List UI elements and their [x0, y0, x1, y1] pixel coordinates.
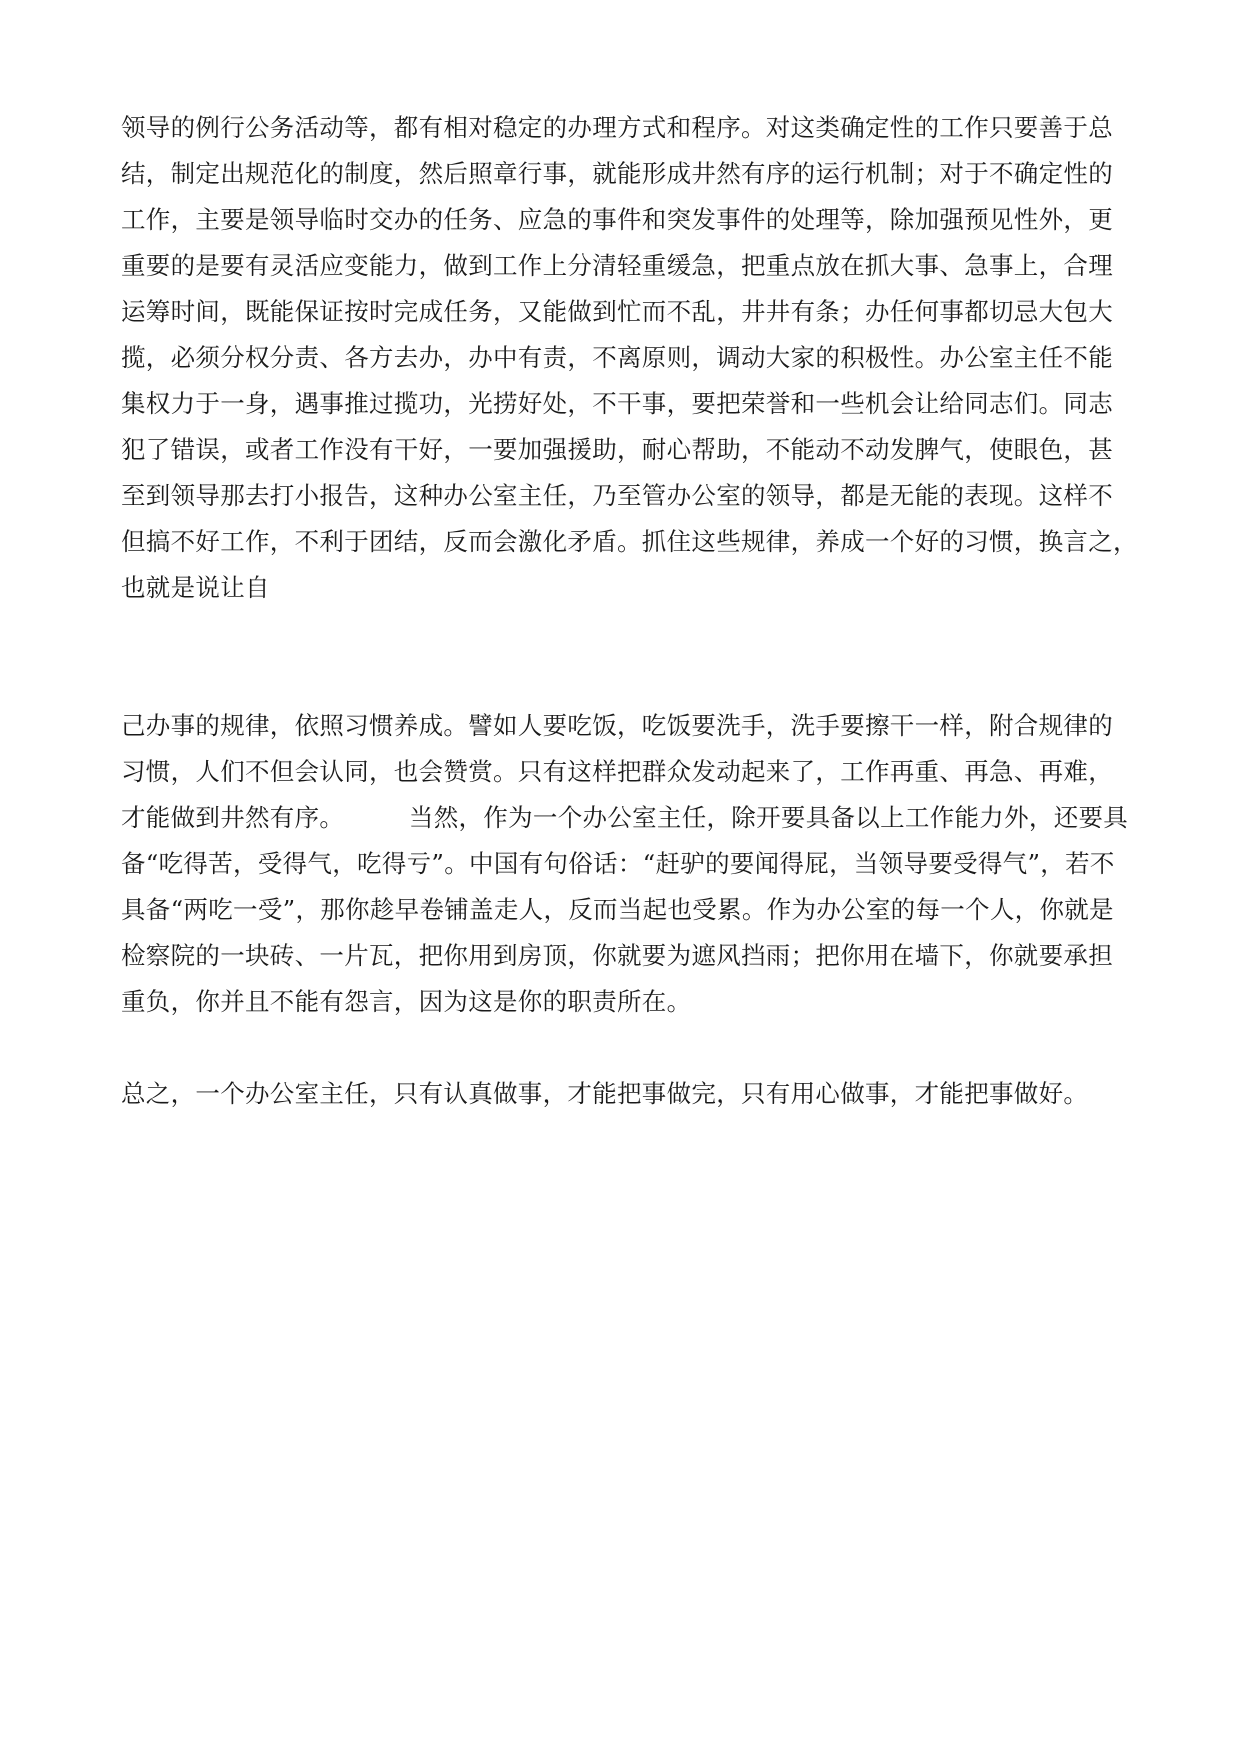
text-line: 揽，必须分权分责、各方去办，办中有责，不离原则，调动大家的积极性。办公室主任不能	[121, 343, 1113, 372]
text-line: 领导的例行公务活动等，都有相对稳定的办理方式和程序。对这类确定性的工作只要善于总	[121, 113, 1113, 142]
text-line: 具备“两吃一受”，那你趁早卷铺盖走人，反而当起也受累。作为办公室的每一个人，你就是	[121, 895, 1114, 924]
text-line: 才能做到井然有序。 当然，作为一个办公室主任，除开要具备以上工作能力外，还要具	[121, 803, 1129, 832]
text-line: 集权力于一身，遇事推过揽功，光捞好处，不干事，要把荣誉和一些机会让给同志们。同志	[121, 389, 1113, 418]
text-line: 运筹时间，既能保证按时完成任务，又能做到忙而不乱，井井有条；办任何事都切忌大包大	[121, 297, 1113, 326]
text-line: 至到领导那去打小报告，这种办公室主任，乃至管办公室的领导，都是无能的表现。这样不	[121, 481, 1113, 510]
text-line: 犯了错误，或者工作没有干好，一要加强援助，耐心帮助，不能动不动发脾气，使眼色，甚	[121, 435, 1113, 464]
text-line: 也就是说让自	[121, 573, 270, 602]
text-line: 重要的是要有灵活应变能力，做到工作上分清轻重缓急，把重点放在抓大事、急事上，合理	[121, 251, 1113, 280]
text-line: 工作，主要是领导临时交办的任务、应急的事件和突发事件的处理等，除加强预见性外，更	[121, 205, 1113, 234]
text-line: 习惯，人们不但会认同，也会赞赏。只有这样把群众发动起来了，工作再重、再急、再难，	[121, 757, 1113, 786]
text-line: 总之，一个办公室主任，只有认真做事，才能把事做完，只有用心做事，才能把事做好。	[121, 1079, 1089, 1108]
text-line: 己办事的规律，依照习惯养成。譬如人要吃饭，吃饭要洗手，洗手要擦干一样，附合规律的	[121, 711, 1113, 740]
text-line: 结，制定出规范化的制度，然后照章行事，就能形成井然有序的运行机制；对于不确定性的	[121, 159, 1113, 188]
text-line: 检察院的一块砖、一片瓦，把你用到房顶，你就要为遮风挡雨；把你用在墙下，你就要承担	[121, 941, 1113, 970]
text-line: 重负，你并且不能有怨言，因为这是你的职责所在。	[121, 987, 692, 1016]
text-line: 备“吃得苦，受得气，吃得亏”。中国有句俗话：“赶驴的要闻得屁，当领导要受得气”，若不	[121, 849, 1115, 878]
text-line: 但搞不好工作，不利于团结，反而会激化矛盾。抓住这些规律，养成一个好的习惯，换言之，	[121, 527, 1138, 556]
